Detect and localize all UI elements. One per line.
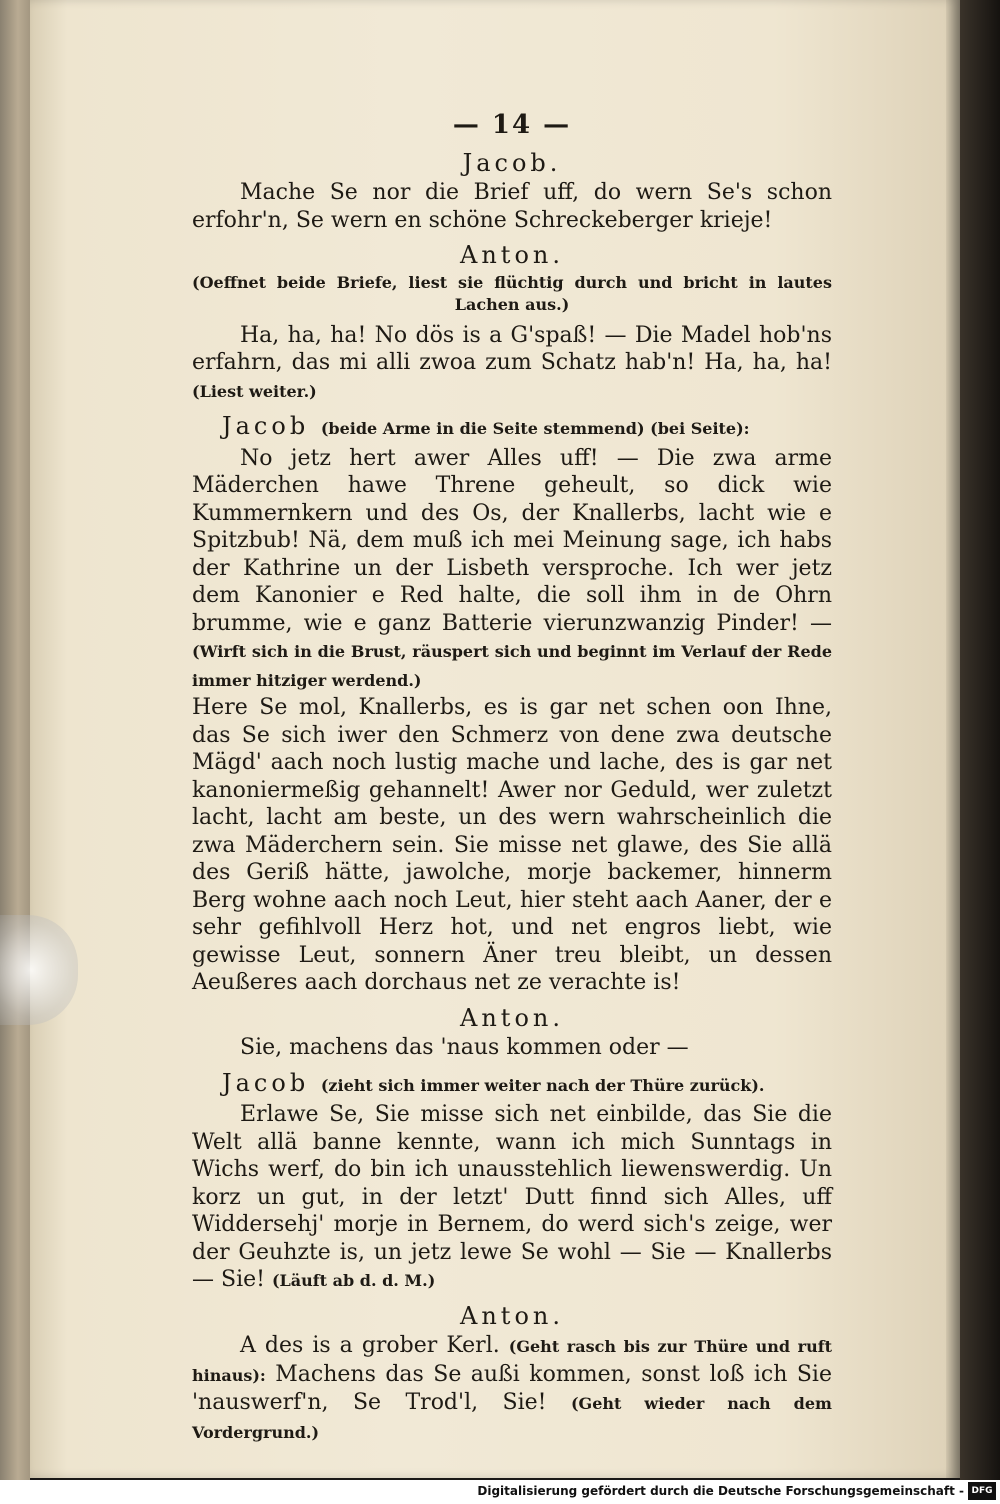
stage-direction: (Oeffnet beide Briefe, liest sie flüchtig durch und bricht in lautes Lachen aus.)	[192, 272, 832, 314]
stage-direction: (Läuft ab d. d. M.)	[271, 1271, 436, 1290]
speaker-heading	[222, 413, 832, 443]
stage-direction: (zieht sich immer weiter nach der Thüre zurück).	[320, 1075, 765, 1095]
stage-direction: (Liest weiter.)	[192, 381, 317, 401]
speaker-heading: Anton.	[460, 241, 564, 269]
dialogue-paragraph	[192, 445, 832, 695]
digitization-footer	[0, 1480, 1000, 1504]
footer-credit: Digitalisierung gefördert durch die Deutsche Forschungsgemeinschaft -	[477, 1484, 964, 1498]
stage-direction: (beide Arme in die Seite stemmend) (bei Seite):	[320, 419, 750, 438]
dialogue-paragraph: Here Se mol, Knallerbs, es is gar net schen oon Ihne, das Se sich iwer den Schmerz von dene zwa deutsche Mägd' aach noch lustig mache und lache, des is gar net kanoniermeßig gehannelt! Awer nor Geduld, wer zuletzt lacht, lacht am beste, un des wern wahrscheinlich die zwa Mäderchern sein. Sie misse net glawe, des Sie allä des Geriß hätte, jawolche, morje backemer, hinnerm Berg wohne aach noch Leut, hier steht aach Aaner, der e sehr gefihlvoll Herz hot, und net engros liebt, wie gewisse Leut, sonnern Äner treu bleibt, un dessen Aeußeres aach dorchaus net ze verachte is!	[192, 695, 832, 995]
speaker-heading: Anton.	[460, 1003, 564, 1032]
page-text	[192, 112, 832, 1446]
stage-direction: (Geht wieder nach dem Vordergrund.)	[192, 1394, 832, 1442]
speaker-heading	[222, 1070, 832, 1100]
dialogue-paragraph: Mache Se nor die Brief uff, do wern Se's schon erfohr'n, Se wern en schöne Schreckeberger krieje!	[192, 180, 832, 233]
dfg-logo-icon: DFG	[968, 1482, 996, 1500]
page-number: — 14 —	[452, 110, 572, 140]
speaker-name: Jacob	[222, 412, 310, 440]
dialogue-text: Ha, ha, ha! No dös is a G'spaß! — Die Madel hob'ns erfahrn, das mi alli zwoa zum Schatz hab'n! Ha, ha, ha!	[192, 322, 832, 375]
dialogue-paragraph	[192, 1101, 832, 1295]
speaker-heading: Jacob.	[462, 148, 562, 177]
speaker-name: Jacob	[222, 1068, 310, 1097]
dialogue-text: Machens das Se außi kommen, sonst loß ich Sie 'nauswerf'n, Se Trod'l, Sie!	[192, 1361, 832, 1415]
stage-direction: (Geht rasch bis zur Thüre und ruft hinaus):	[192, 1337, 833, 1385]
dialogue-paragraph: Sie, machens das 'naus kommen oder —	[240, 1035, 689, 1060]
dialogue-paragraph	[192, 1332, 832, 1446]
dialogue-text: A des is a grober Kerl.	[240, 1333, 500, 1358]
binding-left	[0, 0, 30, 1480]
page-edge-shadow	[946, 0, 960, 1478]
stage-direction: (Wirft sich in die Brust, räuspert sich und beginnt im Verlauf der Rede immer hitziger werdend.)	[192, 642, 832, 690]
dialogue-text: Erlawe Se, Sie misse sich net einbilde, das Sie die Welt allä banne kennte, wann ich mich Sunntags in Wichs werf, do bin ich unausstehlich liewenswerdig. Un korz un gut, in der letzt' Dutt finnd sich Alles, uff Widdersehj' morje in Bernem, do werd sich's zeige, wer der Geuhzte is, un jetz lewe Se wohl — Sie — Knallerbs — Sie!	[192, 1102, 832, 1292]
speaker-heading: Anton.	[460, 1301, 564, 1330]
dialogue-text: No jetz hert awer Alles uff! — Die zwa arme Mäderchen hawe Threne geheult, so dick wie Kummernkern und des Os, der Knallerbs, lacht wie e Spitzbub! Nä, dem muß ich mei Meinung sage, ich habs der Kathrine un der Lisbeth versproche. Ich wer jetz dem Kanonier e Red halte, die soll ihm in de Ohrn brumme, wie e ganz Batterie vierunzwanzig Pinder! —	[192, 445, 832, 636]
dialogue-paragraph	[192, 322, 832, 406]
binding-right	[960, 0, 1000, 1480]
